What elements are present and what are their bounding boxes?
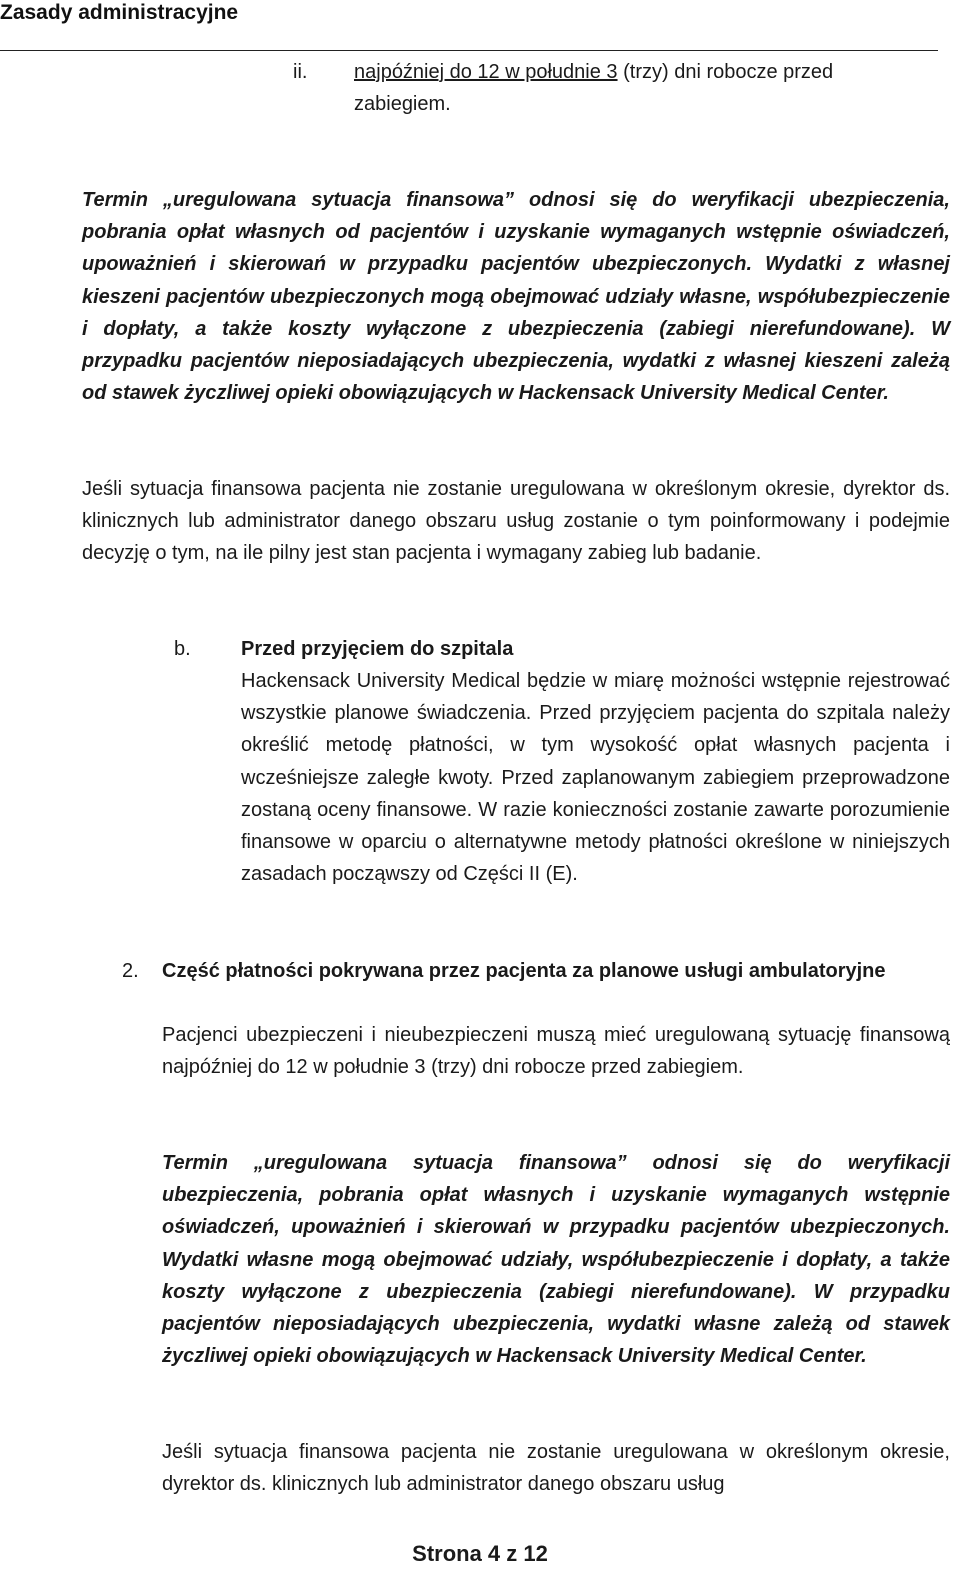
section-b-heading: Przed przyjęciem do szpitala xyxy=(241,638,514,660)
document-header-title: Zasady administracyjne xyxy=(0,1,239,24)
term-definition-paragraph-1: Termin „uregulowana sytuacja finansowa” odnosi się do weryfikacji ubezpieczenia, pobrania opłat własnych od pacjentów i uzyskanie wymaganych wstępnie oświadczeń, upoważnień i skierowań w przypadku pacjentów ubezpieczonych. Wydatki z własnej kieszeni pacjentów ubezpieczonych mogą obejmować udziały własne, współubezpieczenie i dopłaty, a także koszty wyłączone z ubezpieczenia (zabiegi nierefundowane). W przypadku pacjentów nieposiadających ubezpieczenia, wydatki z własnej kieszeni zależą od stawek życzliwej opieki obowiązujących w Hackensack University Medical Center. xyxy=(82,189,950,405)
header-divider xyxy=(0,50,938,51)
section-2-body: Pacjenci ubezpieczeni i nieubezpieczeni muszą mieć uregulowaną sytuację finansową najpóźniej do 12 w południe 3 (trzy) dni robocze przed zabiegiem. xyxy=(162,1024,950,1079)
section-b-body: Hackensack University Medical będzie w miarę możności wstępnie rejestrować wszystkie planowe świadczenia. Przed przyjęciem pacjenta do szpitala należy określić metodę płatności, w tym wysokość opłat własnych pacjenta i wcześniejsze zaległe kwoty. Przed zaplanowanym zabiegiem przeprowadzone zostaną oceny finansowe. W razie konieczności zostanie zawarte porozumienie finansowe w oparciu o alternatywne metody płatności określone w niniejszych zasadach począwszy od Części II (E). xyxy=(241,670,950,886)
term-definition-paragraph-2: Termin „uregulowana sytuacja finansowa” odnosi się do weryfikacji ubezpieczenia, pobrania opłat własnych i uzyskanie wymaganych wstępnie oświadczeń, upoważnień i skierowań w przypadku pacjentów ubezpieczonych. Wydatki własne mogą obejmować udziały, współubezpieczenie i dopłaty, a także koszty wyłączone z ubezpieczenia (zabiegi nierefundowane). W przypadku pacjentów nieposiadających ubezpieczenia, wydatki własne zależą od stawek życzliwej opieki obowiązujących w Hackensack University Medical Center. xyxy=(162,1152,950,1368)
list-marker-ii: ii. xyxy=(293,61,308,83)
section-2-heading: Część płatności pokrywana przez pacjenta za planowe usługi ambulatoryjne xyxy=(162,960,886,982)
deadline-rest-text: (trzy) dni robocze przed xyxy=(617,61,834,83)
page-number-footer: Strona 4 z 12 xyxy=(412,1541,548,1566)
deadline-line2-text: zabiegiem. xyxy=(354,93,451,116)
section-2-marker: 2. xyxy=(122,960,139,982)
unresolved-situation-paragraph-2: Jeśli sytuacja finansowa pacjenta nie zostanie uregulowana w określonym okresie, dyrektor ds. klinicznych lub administrator danego obszaru usług xyxy=(162,1441,950,1496)
deadline-underlined-text: najpóźniej do 12 w południe 3 xyxy=(354,61,618,83)
unresolved-situation-paragraph-1: Jeśli sytuacja finansowa pacjenta nie zostanie uregulowana w określonym okresie, dyrektor ds. klinicznych lub administrator danego obszaru usług zostanie o tym poinformowany i podejmie decyzję o tym, na ile pilny jest stan pacjenta i wymagany zabieg lub badanie. xyxy=(82,478,950,565)
list-item-ii xyxy=(354,56,944,120)
section-b-marker: b. xyxy=(174,638,191,660)
